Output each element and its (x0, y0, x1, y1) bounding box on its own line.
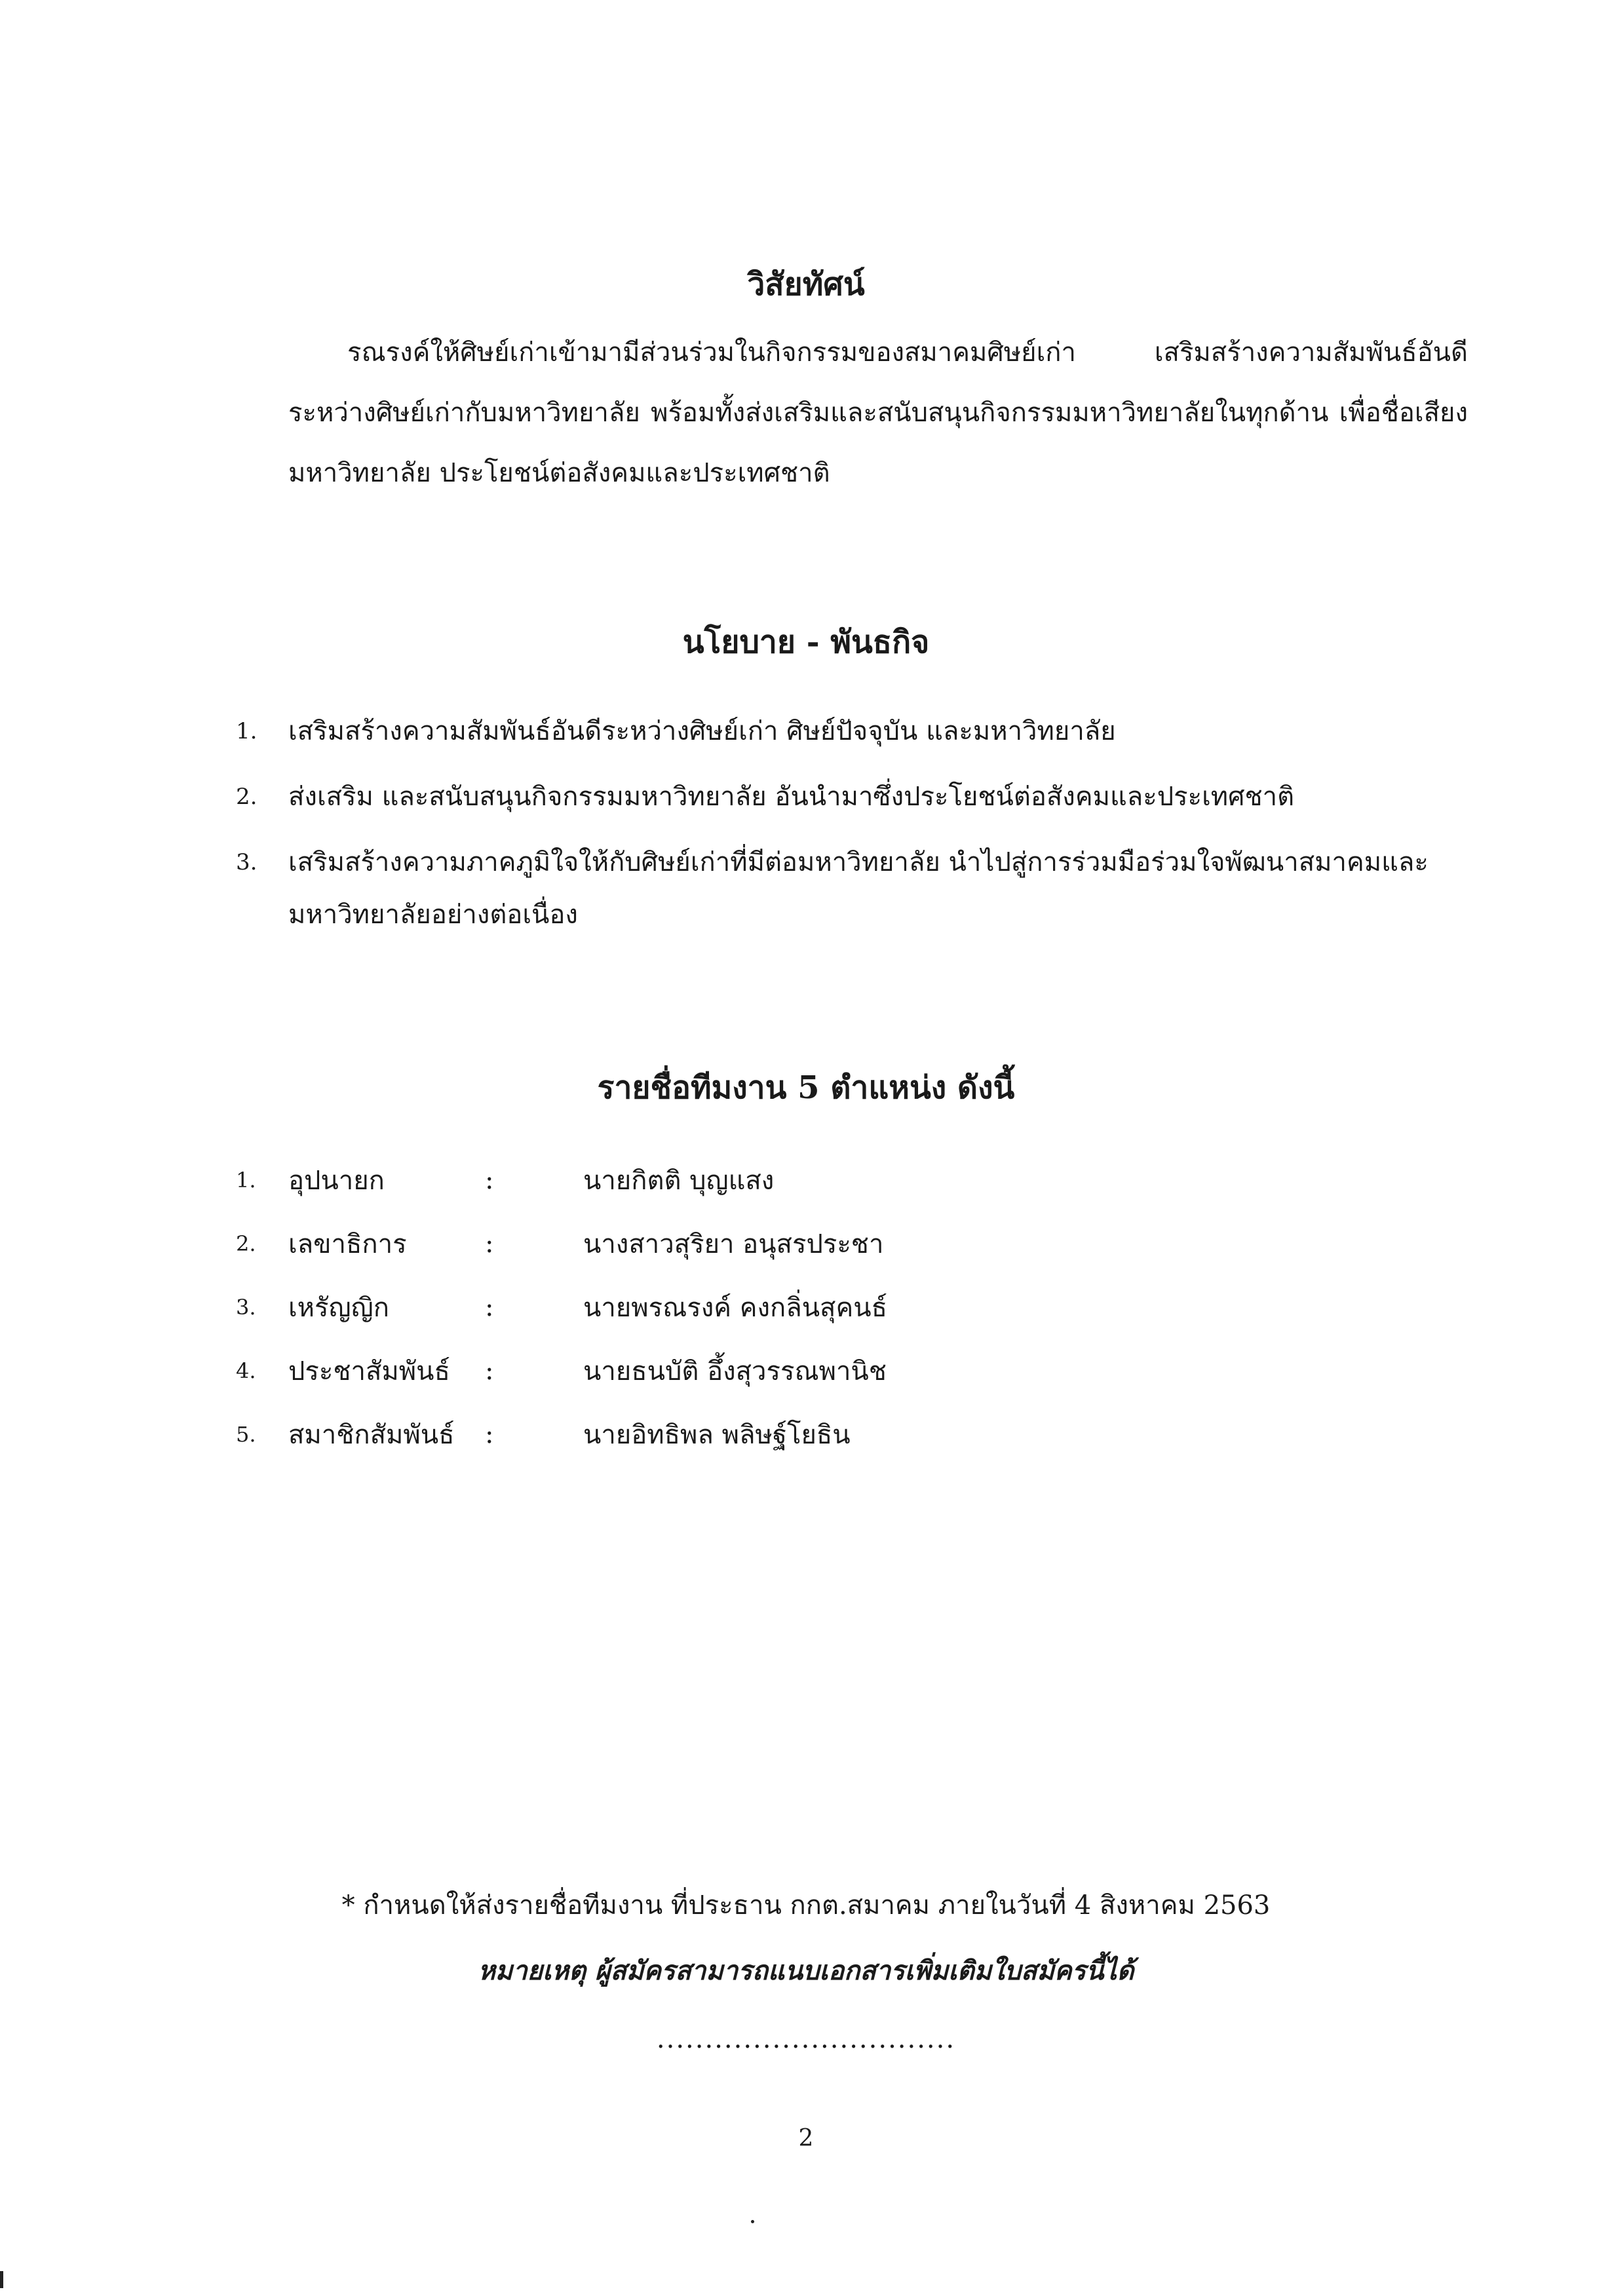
team-member-name: นายธนบัติ อึ้งสุวรรณพานิช (583, 1356, 887, 1387)
policy-heading: นโยบาย - พันธกิจ (682, 624, 930, 660)
team-member-colon: : (485, 1292, 494, 1322)
team-member-colon: : (485, 1164, 494, 1195)
page-number: 2 (798, 2125, 814, 2152)
team-member-position: เลขาธิการ (288, 1229, 407, 1259)
team-member-colon: : (485, 1355, 494, 1386)
team-member-position: เหรัญญิก (288, 1292, 389, 1323)
policy-item-number: 1. (236, 718, 258, 744)
dotted-rule: ............................... (656, 2024, 956, 2054)
policy-item (236, 836, 1468, 941)
team-member-colon: : (485, 1228, 494, 1259)
policy-item-text: เสริมสร้างความสัมพันธ์อันดีระหว่างศิษย์เก่า ศิษย์ปัจจุบัน และมหาวิทยาลัย (288, 716, 1116, 746)
team-member-name: นายอิทธิพล พลิษฐ์โยธิน (583, 1419, 851, 1450)
team-member-name: นางสาวสุริยา อนุสรประชา (583, 1229, 884, 1259)
team-member-number: 5. (236, 1421, 256, 1447)
team-member-row (236, 1148, 1219, 1212)
note-line: หมายเหตุ ผู้สมัครสามารถแนบเอกสารเพิ่มเติมใบสมัครนี้ได้ (478, 1955, 1134, 1986)
team-member-position: ประชาสัมพันธ์ (288, 1356, 450, 1387)
policy-list (236, 705, 1468, 954)
deadline-line: * กำหนดให้ส่งรายชื่อทีมงาน ที่ประธาน กกต.สมาคม ภายในวันที่ 4 สิงหาคม 2563 (341, 1890, 1271, 1921)
team-member-name: นายพรณรงค์ คงกลิ่นสุคนธ์ (583, 1292, 887, 1323)
team-heading: รายชื่อทีมงาน 5 ตำแหน่ง ดังนี้ (597, 1069, 1015, 1106)
team-member-row (236, 1275, 1219, 1339)
team-member-number: 1. (236, 1167, 256, 1193)
team-member-row (236, 1212, 1219, 1275)
scan-speck (751, 2220, 754, 2223)
scan-edge-mark (0, 2271, 3, 2288)
team-member-colon: : (485, 1419, 494, 1449)
team-member-number: 4. (236, 1358, 256, 1383)
team-member-number: 2. (236, 1231, 256, 1256)
vision-paragraph-block (288, 322, 1468, 503)
policy-item-number: 2. (236, 784, 258, 810)
vision-paragraph: รณรงค์ให้ศิษย์เก่าเข้ามามีส่วนร่วมในกิจกรรมของสมาคมศิษย์เก่า เสริมสร้างความสัมพันธ์อันดีระหว่างศิษย์เก่ากับมหาวิทยาลัย พร้อมทั้งส่งเสริมและสนับสนุนกิจกรรมมหาวิทยาลัยในทุกด้าน เพื่อชื่อเสียงมหาวิทยาลัย ประโยชน์ต่อสังคมและประเทศชาติ (288, 337, 1468, 488)
team-list (236, 1148, 1219, 1466)
policy-item (236, 705, 1468, 757)
policy-item (236, 771, 1468, 823)
vision-heading: วิสัยทัศน์ (747, 266, 865, 303)
policy-item-text: ส่งเสริม และสนับสนุนกิจกรรมมหาวิทยาลัย อันนำมาซึ่งประโยชน์ต่อสังคมและประเทศชาติ (288, 782, 1295, 812)
team-member-name: นายกิตติ บุญแสง (583, 1165, 775, 1196)
team-member-row (236, 1339, 1219, 1402)
team-member-row (236, 1402, 1219, 1466)
team-member-position: สมาชิกสัมพันธ์ (288, 1419, 455, 1450)
team-member-number: 3. (236, 1294, 256, 1320)
policy-item-number: 3. (236, 849, 258, 875)
team-member-position: อุปนายก (288, 1165, 385, 1196)
policy-item-text: เสริมสร้างความภาคภูมิใจให้กับศิษย์เก่าที่มีต่อมหาวิทยาลัย นำไปสู่การร่วมมือร่วมใจพัฒนาสมาคมและมหาวิทยาลัยอย่างต่อเนื่อง (288, 847, 1429, 930)
